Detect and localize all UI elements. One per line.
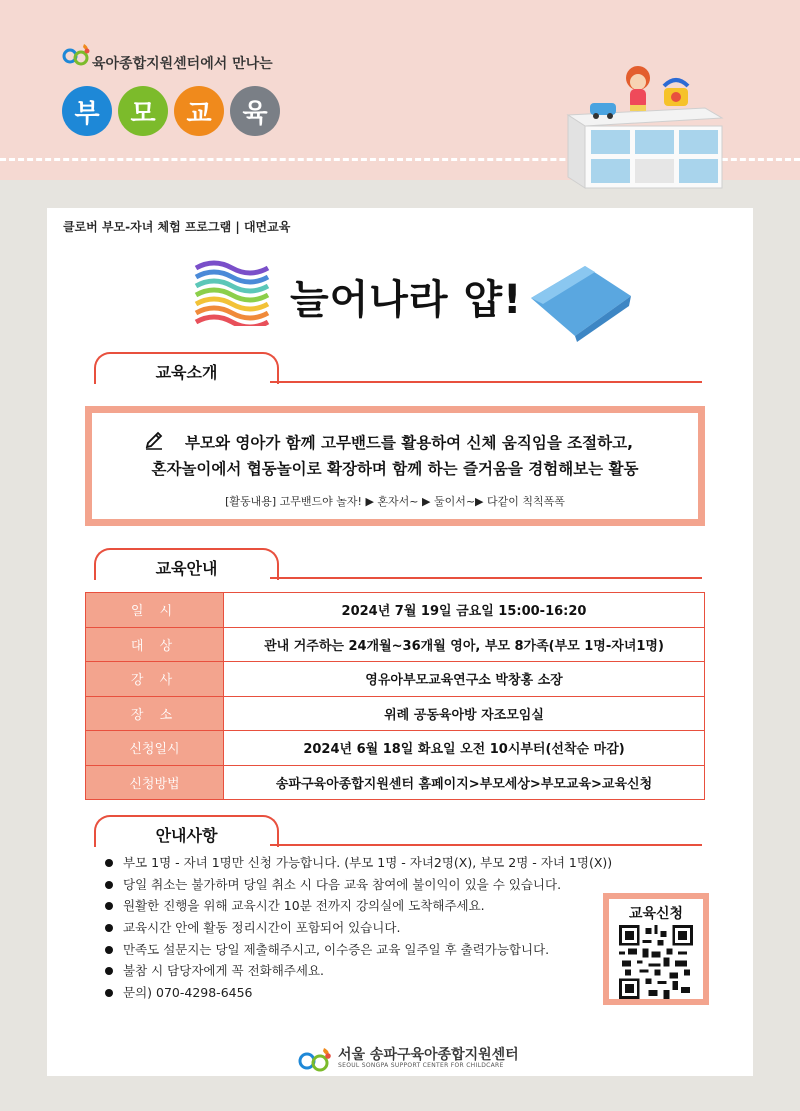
row-key: 강 사 <box>86 662 224 697</box>
table-row <box>86 765 705 800</box>
row-key: 신청방법 <box>86 765 224 800</box>
notes-divider <box>270 844 702 846</box>
notes-section-tab <box>94 815 279 847</box>
list-item: 만족도 설문지는 당일 제출해주시고, 이수증은 교육 일주일 후 출력가능합니다. <box>103 939 623 961</box>
notes-heading: 안내사항 <box>155 826 218 845</box>
intro-line-1: 부모와 영아가 함께 고무밴드를 활용하여 신체 움직임을 조절하고, <box>185 434 633 452</box>
row-value: 위례 공동육아방 자조모임실 <box>224 696 705 731</box>
list-item: 부모 1명 - 자녀 1명만 신청 가능합니다. (부모 1명 - 자녀2명(X), 부모 2명 - 자녀 1명(X)) <box>103 852 623 874</box>
info-table <box>85 592 705 800</box>
qr-title: 교육신청 <box>628 906 684 922</box>
title-circle-4: 육 <box>230 86 280 136</box>
intro-section-tab <box>94 352 279 384</box>
row-value: 2024년 6월 18일 화요일 오전 10시부터(선착순 마감) <box>224 731 705 766</box>
notes-list <box>103 852 623 1004</box>
info-heading: 교육안내 <box>155 559 218 578</box>
center-label: 육아종합지원센터에서 만나는 <box>92 56 273 72</box>
table-row <box>86 627 705 662</box>
row-key: 신청일시 <box>86 731 224 766</box>
program-label: 클로버 부모-자녀 체험 프로그램 | 대면교육 <box>63 220 291 234</box>
row-value: 관내 거주하는 24개월~36개월 영아, 부모 8가족(부모 1명-자녀1명) <box>224 627 705 662</box>
row-key: 대 상 <box>86 627 224 662</box>
title-circle-3: 교 <box>174 86 224 136</box>
table-row <box>86 696 705 731</box>
table-row <box>86 593 705 628</box>
table-row <box>86 662 705 697</box>
toy-shelf-illustration <box>560 60 730 190</box>
parent-education-title <box>62 86 280 136</box>
title-circle-1: 부 <box>62 86 112 136</box>
qr-code-icon[interactable] <box>619 925 693 999</box>
qr-box[interactable] <box>603 893 709 1005</box>
info-section-tab <box>94 548 279 580</box>
footer-logo-icon <box>298 1045 334 1073</box>
row-key: 일 시 <box>86 593 224 628</box>
rainbow-wave-icon <box>192 258 272 326</box>
activity-content: [활동내용] 고무밴드야 놀자! ▶ 혼자서~ ▶ 둘이서~▶ 다같이 칙칙폭폭 <box>225 495 565 508</box>
list-item: 교육시간 안에 활동 정리시간이 포함되어 있습니다. <box>103 917 623 939</box>
intro-divider <box>270 381 702 383</box>
list-item: 문의) 070-4298-6456 <box>103 982 623 1004</box>
footer-center-subtitle: SEOUL SONGPA SUPPORT CENTER FOR CHILDCARE <box>338 1062 504 1069</box>
info-divider <box>270 577 702 579</box>
row-value: 2024년 7월 19일 금요일 15:00-16:20 <box>224 593 705 628</box>
footer-center-name: 서울 송파구육아종합지원센터 <box>338 1047 519 1063</box>
intro-heading: 교육소개 <box>155 363 218 382</box>
center-logo-icon <box>62 40 92 68</box>
list-item: 당일 취소는 불가하며 당일 취소 시 다음 교육 참여에 불이익이 있을 수 있습니다. <box>103 874 623 896</box>
list-item: 원활한 진행을 위해 교육시간 10분 전까지 강의실에 도착해주세요. <box>103 895 623 917</box>
program-title: 늘어나라 얍! <box>290 277 523 323</box>
list-item: 불참 시 담당자에게 꼭 전화해주세요. <box>103 960 623 982</box>
intro-line-2: 혼자놀이에서 협동놀이로 확장하며 함께 하는 즐거움을 경험해보는 활동 <box>151 460 639 478</box>
title-circle-2: 모 <box>118 86 168 136</box>
row-value: 송파구육아종합지원센터 홈페이지>부모세상>부모교육>교육신청 <box>224 765 705 800</box>
table-row <box>86 731 705 766</box>
row-value: 영유아부모교육연구소 박창홍 소장 <box>224 662 705 697</box>
intro-box <box>85 406 705 526</box>
rubber-band-icon <box>525 258 637 344</box>
row-key: 장 소 <box>86 696 224 731</box>
